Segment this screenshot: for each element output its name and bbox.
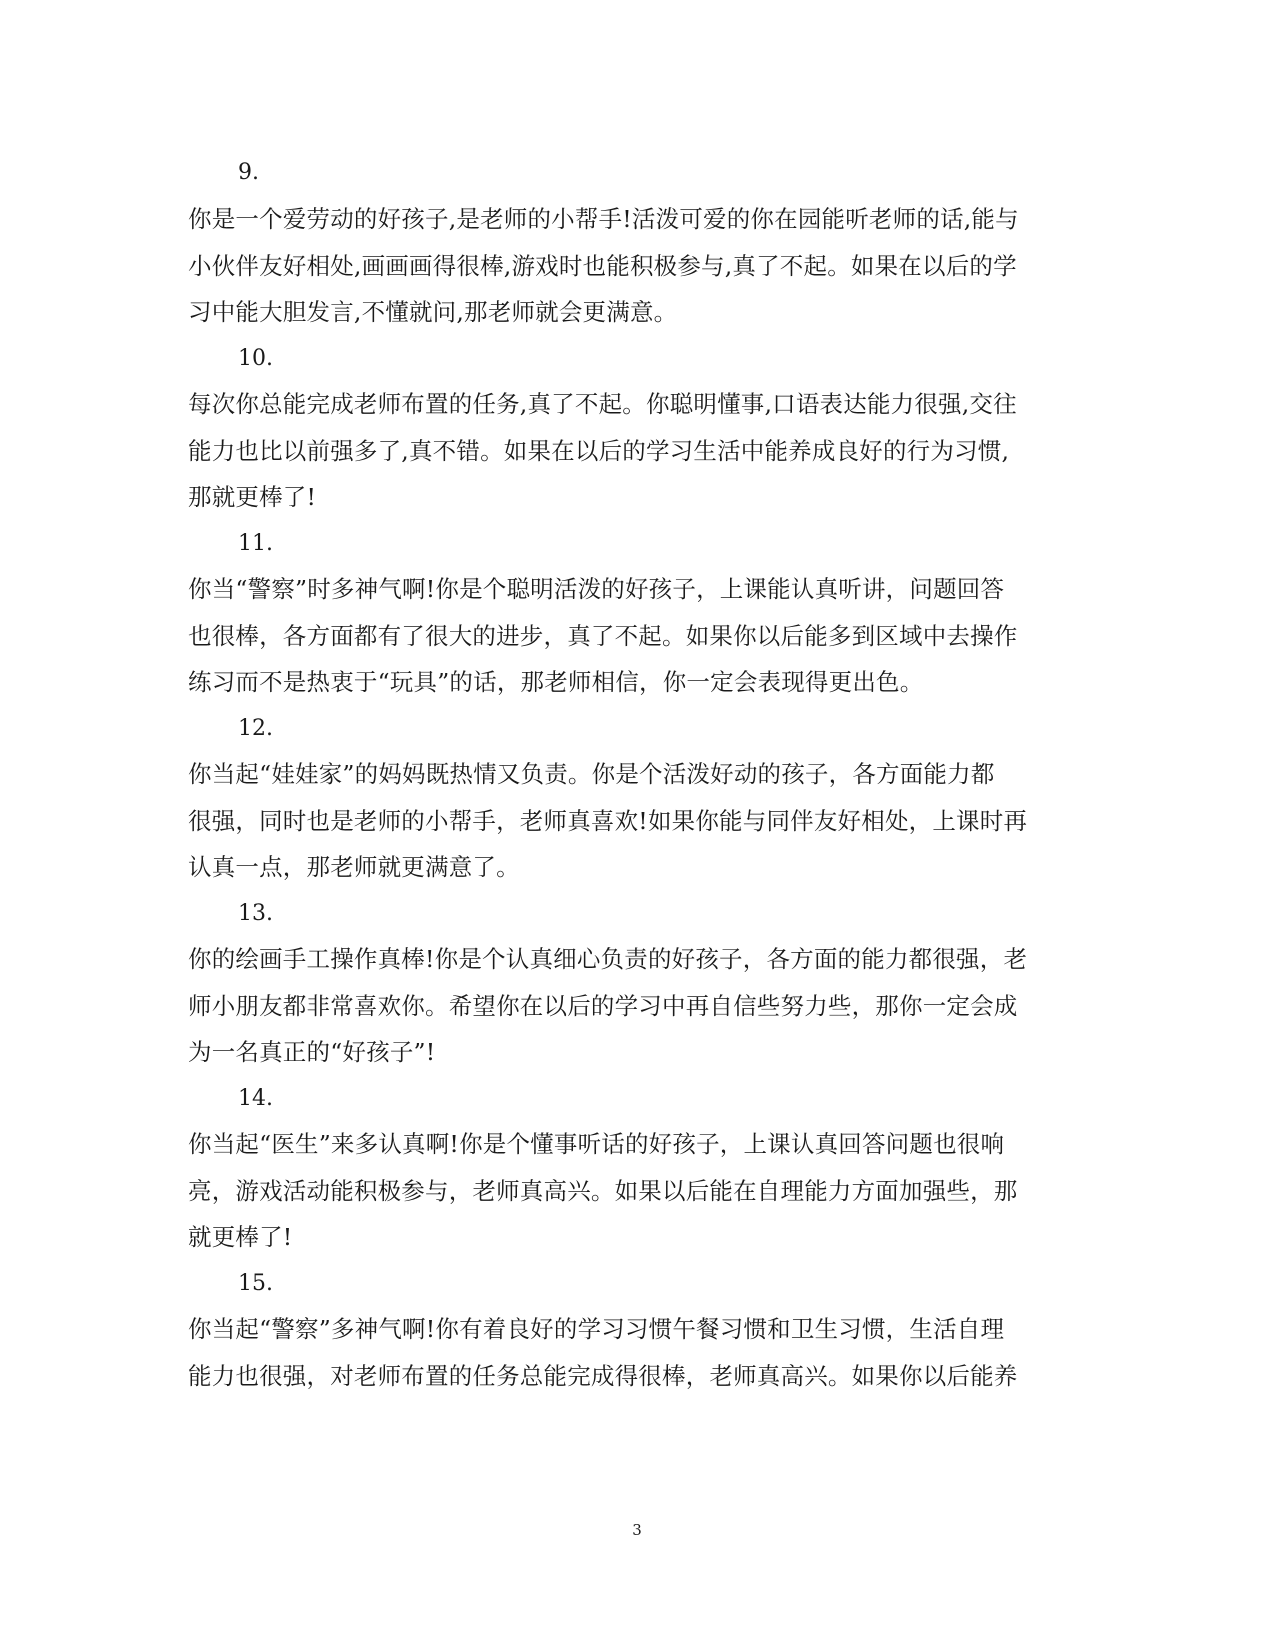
page-number: 3 xyxy=(632,1521,642,1539)
entry-number: 9. xyxy=(238,160,259,185)
entry-line: 师小朋友都非常喜欢你。希望你在以后的学习中再自信些努力些，那你一定会成 xyxy=(188,992,1018,1020)
entry-line: 你的绘画手工操作真棒!你是个认真细心负责的好孩子，各方面的能力都很强，老 xyxy=(188,945,1028,973)
entry-line: 你当起“娃娃家”的妈妈既热情又负责。你是个活泼好动的孩子，各方面能力都 xyxy=(188,760,995,788)
entry-line: 你是一个爱劳动的好孩子,是老师的小帮手!活泼可爱的你在园能听老师的话,能与 xyxy=(188,205,1019,233)
entry-number: 13. xyxy=(238,901,273,926)
entry-line: 能力也很强，对老师布置的任务总能完成得很棒，老师真高兴。如果你以后能养 xyxy=(188,1362,1018,1390)
entry-line: 也很棒，各方面都有了很大的进步，真了不起。如果你以后能多到区域中去操作 xyxy=(188,622,1018,650)
entry-line: 亮，游戏活动能积极参与，老师真高兴。如果以后能在自理能力方面加强些，那 xyxy=(188,1177,1018,1205)
entry-line: 每次你总能完成老师布置的任务,真了不起。你聪明懂事,口语表达能力很强,交往 xyxy=(188,390,1017,418)
entry-number: 10. xyxy=(238,346,273,371)
entry-line: 练习而不是热衷于“玩具”的话，那老师相信，你一定会表现得更出色。 xyxy=(188,668,924,696)
entry-line: 小伙伴友好相处,画画画得很棒,游戏时也能积极参与,真了不起。如果在以后的学 xyxy=(188,252,1017,280)
entry-line: 你当起“医生”来多认真啊!你是个懂事听话的好孩子，上课认真回答问题也很响 xyxy=(188,1130,1005,1158)
entry-line: 能力也比以前强多了,真不错。如果在以后的学习生活中能养成良好的行为习惯, xyxy=(188,437,1010,465)
entry-line: 习中能大胆发言,不懂就问,那老师就会更满意。 xyxy=(188,298,678,326)
entry-number: 15. xyxy=(238,1271,273,1296)
entry-number: 12. xyxy=(238,716,273,741)
entry-number: 11. xyxy=(238,531,273,556)
entry-line: 那就更棒了! xyxy=(188,483,317,511)
entry-line: 你当起“警察”多神气啊!你有着良好的学习习惯午餐习惯和卫生习惯，生活自理 xyxy=(188,1315,1005,1343)
entry-number: 14. xyxy=(238,1086,273,1111)
entry-line: 认真一点，那老师就更满意了。 xyxy=(188,853,520,881)
entry-line: 就更棒了! xyxy=(188,1223,293,1251)
entry-line: 很强，同时也是老师的小帮手，老师真喜欢!如果你能与同伴友好相处，上课时再 xyxy=(188,807,1028,835)
entry-line: 你当“警察”时多神气啊!你是个聪明活泼的好孩子，上课能认真听讲，问题回答 xyxy=(188,575,1005,603)
entry-line: 为一名真正的“好孩子”! xyxy=(188,1038,436,1066)
